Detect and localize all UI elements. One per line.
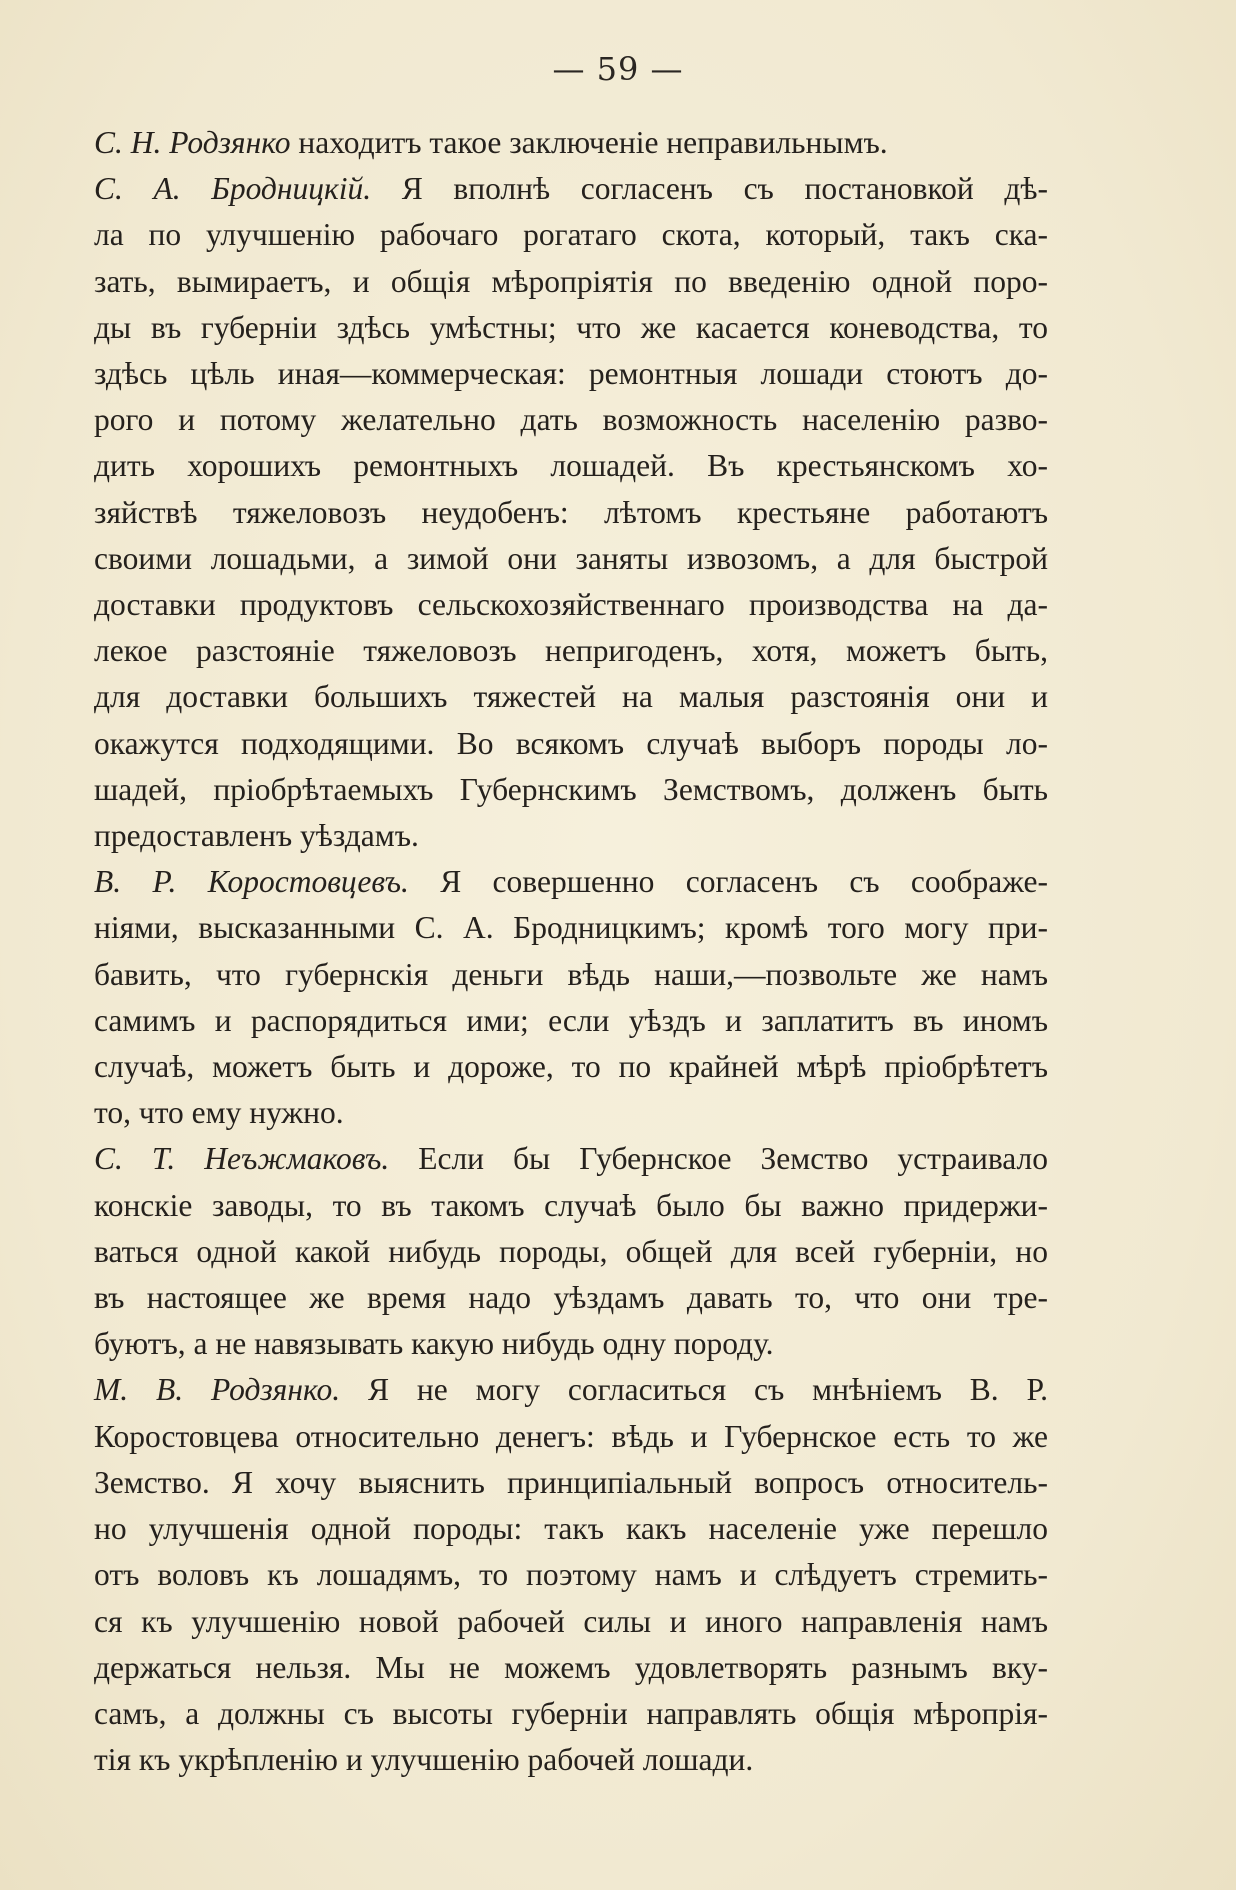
text-line: случаѣ, можетъ быть и дороже, то по крайней мѣрѣ пріобрѣтетъ [94, 1049, 1048, 1085]
text-line: отъ воловъ къ лошадямъ, то поэтому намъ и слѣдуетъ стремить- [94, 1557, 1048, 1593]
text-line: держаться нельзя. Мы не можемъ удовлетворять разнымъ вку- [94, 1649, 1048, 1685]
text-line: ніями, высказанными С. А. Бродницкимъ; кромѣ того могу при- [94, 910, 1048, 946]
speaker-name: М. В. Родзянко. [94, 1372, 341, 1408]
paragraph-rodzianko-mv [20, 1367, 1048, 1783]
text-line: Коростовцева относительно денегъ: вѣдь и Губернское есть то же [94, 1418, 1048, 1454]
text-line: ся къ улучшенію новой рабочей силы и иного направленія намъ [94, 1603, 1048, 1639]
speaker-name: С. Н. Родзянко [94, 125, 291, 160]
text-line: лекое разстояніе тяжеловозъ непригоденъ, хотя, можетъ быть, [94, 633, 1048, 669]
text-line: то, что ему нужно. [94, 1095, 344, 1131]
text-line: здѣсь цѣль иная—коммерческая: ремонтныя лошади стоютъ до- [94, 356, 1048, 392]
text-line: самимъ и распорядиться ими; если уѣздъ и заплатитъ въ иномъ [94, 1002, 1048, 1038]
text-line: бавить, что губернскія деньги вѣдь наши,—позвольте же намъ [94, 956, 1048, 992]
text-line [20, 859, 1048, 905]
text-line: ла по улучшенію рабочаго рогатаго скота, который, такъ ска- [94, 217, 1048, 253]
text-line: шадей, пріобрѣтаемыхъ Губернскимъ Земствомъ, долженъ быть [94, 771, 1048, 807]
text-line [20, 1136, 1048, 1182]
text-line [20, 120, 1048, 166]
text-line: ды въ губерніи здѣсь умѣстны; что же касается коневодства, то [94, 309, 1048, 345]
text-line: Земство. Я хочу выяснить принципіальный вопросъ относитель- [94, 1464, 1048, 1500]
paragraph-korostovtsev [20, 859, 1048, 1136]
line-text: Я не могу согласиться съ мнѣніемъ В. Р. [340, 1372, 1048, 1408]
paragraph-brodnitsky [20, 166, 1048, 859]
text-line: своими лошадьми, а зимой они заняты извозомъ, а для быстрой [94, 540, 1048, 576]
line-text: Если бы Губернское Земство устраивало [389, 1141, 1049, 1177]
text-line: рого и потому желательно дать возможность населенію разво- [94, 402, 1048, 438]
paragraph-nezhmakov [20, 1136, 1048, 1367]
speaker-name: С. Т. Неъжмаковъ. [94, 1141, 390, 1177]
text-line: дить хорошихъ ремонтныхъ лошадей. Въ крестьянскомъ хо- [94, 448, 1048, 484]
text-line: но улучшенія одной породы: такъ какъ населеніе уже перешло [94, 1511, 1048, 1547]
line-text: находитъ такое заключеніе неправильнымъ. [290, 125, 888, 160]
text-line: предоставленъ уѣздамъ. [94, 818, 419, 854]
speaker-name: С. А. Бродницкій. [94, 171, 372, 207]
speaker-name: В. Р. Коростовцевъ. [94, 864, 409, 900]
line-text: Я совершенно согласенъ съ соображе- [408, 864, 1048, 900]
text-line: ваться одной какой нибудь породы, общей для всей губерніи, но [94, 1233, 1048, 1269]
text-line: доставки продуктовъ сельскохозяйственнаго производства на да- [94, 587, 1048, 623]
page-number: — 59 — [552, 50, 684, 88]
text-line [20, 1367, 1048, 1413]
text-line: тія къ укрѣпленію и улучшенію рабочей лошади. [94, 1742, 754, 1778]
text-line: буютъ, а не навязывать какую нибудь одну породу. [94, 1326, 774, 1362]
body-text [20, 120, 1048, 1783]
line-text: Я вполнѣ согласенъ съ постановкой дѣ- [371, 171, 1049, 207]
text-line: для доставки большихъ тяжестей на малыя разстоянія они и [94, 679, 1048, 715]
paragraph-rodzianko-sn [20, 120, 1048, 166]
text-line: зать, вымираетъ, и общія мѣропріятія по введенію одной поро- [94, 263, 1048, 299]
text-line: зяйствѣ тяжеловозъ неудобенъ: лѣтомъ крестьяне работаютъ [94, 494, 1048, 530]
text-line: самъ, а должны съ высоты губерніи направлять общія мѣропрія- [94, 1695, 1048, 1731]
text-line: конскіе заводы, то въ такомъ случаѣ было бы важно придержи- [94, 1187, 1048, 1223]
text-line: окажутся подходящими. Во всякомъ случаѣ выборъ породы ло- [94, 725, 1048, 761]
text-line: въ настоящее же время надо уѣздамъ давать то, что они тре- [94, 1280, 1048, 1316]
text-line [20, 166, 1048, 212]
